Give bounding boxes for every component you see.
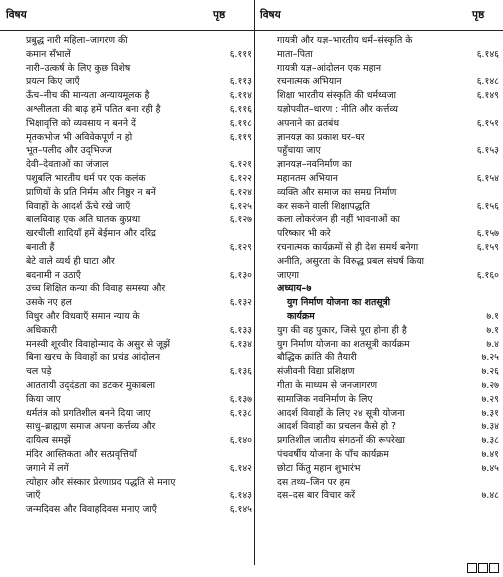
toc-entry-line: ऊँच–नीच की मान्यता अन्यायमूलक है	[26, 90, 150, 102]
right-page-heading: पृष्ठ	[472, 9, 485, 21]
toc-page-number: ६.१३३	[229, 324, 252, 336]
toc-entry-line: दायित्व समझें	[26, 435, 71, 447]
toc-entry	[26, 62, 252, 90]
toc-entry-line: दस–दस बार विचार करें	[277, 490, 356, 502]
toc-entry	[277, 393, 499, 407]
toc-entry-line: माता–पिता	[277, 48, 313, 60]
toc-page-number: ६.१२९	[229, 241, 252, 253]
toc-page-number: ६.१३८	[229, 407, 252, 419]
toc-entry	[277, 489, 499, 503]
toc-entry-line: संजीवनी विद्या प्रशिक्षण	[277, 366, 355, 378]
toc-entry-line: व्यक्ति और समाज का समग्र निर्माण	[277, 186, 397, 198]
toc-entry-line: उच्च शिक्षित कन्या की विवाह समस्या और	[26, 283, 166, 295]
toc-page-number: ७.३४	[481, 421, 499, 433]
end-mark-box	[467, 563, 477, 573]
toc-entry-line: नारी–उत्कर्ष के लिए कुछ विशेष	[26, 62, 131, 74]
toc-entry-line: बेटे वाले व्यर्थ ही घाटा और	[26, 255, 115, 267]
column-divider	[254, 0, 255, 565]
toc-entry-line: अश्लीलता की बाढ़ हमें पतित बना रही है	[26, 103, 161, 115]
toc-page-number: ७.४	[486, 338, 499, 350]
toc-entry-line: युग की वह पुकार, जिसे पूरा होना ही है	[277, 324, 407, 336]
toc-entry-line: जगाने में लगें	[26, 462, 69, 474]
toc-entry-line: कला लोकरंजन ही नहीं भावनाओं का	[277, 214, 400, 226]
toc-entry	[26, 338, 252, 352]
toc-entry	[277, 476, 499, 490]
toc-page-number: ७.४५	[481, 462, 499, 474]
toc-entry-line: उसके नए हल	[26, 297, 72, 309]
toc-entry	[277, 34, 499, 62]
toc-entry-line: कमान सँभालें	[26, 48, 71, 60]
toc-entry	[277, 186, 499, 214]
toc-page-number: ६.१५३	[476, 145, 499, 157]
header-rule	[0, 30, 503, 31]
toc-page-number: ६.१५४	[476, 172, 499, 184]
toc-entry-line: यज्ञोपवीत–धारण : नीति और कर्त्तव्य	[277, 103, 398, 115]
toc-page-number: ६.१३२	[229, 297, 252, 309]
toc-entry-line: बालविवाह एक अति घातक कुप्रथा	[26, 214, 141, 226]
toc-entry-line: गायत्री यज्ञ–आंदोलन एक महान	[277, 62, 382, 74]
toc-entry	[26, 131, 252, 145]
toc-page-number: ६.१४३	[229, 490, 252, 502]
toc-entry-line: भूत–पलीद और उद्‌भिज्ज	[26, 145, 112, 157]
toc-page-number: ६.१३४	[229, 338, 252, 350]
toc-entry	[277, 462, 499, 476]
toc-page-number: ६.१५७	[476, 228, 499, 240]
toc-entry	[26, 420, 252, 448]
toc-entry	[277, 158, 499, 186]
toc-page-number: ६.१२२	[229, 172, 252, 184]
right-toc-column	[277, 34, 499, 503]
toc-entry	[26, 310, 252, 338]
toc-page-number: ७.४८	[481, 490, 499, 502]
toc-page-number: ६.१५९	[476, 241, 499, 253]
toc-entry	[26, 227, 252, 255]
toc-entry-line: कर सकने वाली शिक्षापद्धति	[277, 200, 370, 212]
toc-entry-line: पशुबलि भारतीय धर्म पर एक कलंक	[26, 172, 146, 184]
toc-entry	[26, 172, 252, 186]
toc-entry	[277, 255, 499, 283]
toc-page-number: ६.११८	[229, 117, 252, 129]
toc-entry-line: सामाजिक नवनिर्माण के लिए	[277, 393, 373, 405]
toc-entry-line: परिष्कार भी करे	[277, 228, 331, 240]
toc-entry	[277, 379, 499, 393]
toc-entry-line: गीता के माध्यम से जनजागरण	[277, 379, 378, 391]
end-mark-box	[478, 563, 488, 573]
toc-entry-line: आदर्श विवाहों के लिए २४ सूत्री योजना	[277, 407, 405, 419]
toc-entry-line: भिक्षावृत्ति को व्यवसाय न बनने दें	[26, 117, 136, 129]
toc-entry-line: आततायी उद्‌दंडता का डटकर मुकाबला	[26, 379, 156, 391]
toc-page-number: ६.१५६	[476, 200, 499, 212]
toc-page-number: ७.३१	[481, 407, 499, 419]
toc-page-number: ६.१३७	[229, 393, 252, 405]
toc-entry-line: गायत्री और यज्ञ–भारतीय धर्म–संस्कृति के	[277, 35, 413, 46]
toc-entry-line: विधुर और विधवाएँ समान न्याय के	[26, 310, 140, 322]
toc-entry	[277, 448, 499, 462]
toc-entry	[277, 241, 499, 255]
toc-entry	[277, 407, 499, 421]
toc-entry	[26, 103, 252, 117]
toc-entry-line: रचनात्मक अभियान	[277, 76, 342, 88]
toc-entry	[26, 144, 252, 172]
toc-entry	[277, 338, 499, 352]
toc-entry-line: बिना खरच के विवाहों का प्रचंड आंदोलन	[26, 352, 160, 364]
toc-entry	[26, 186, 252, 200]
toc-entry-line: प्रबुद्ध नारी महिला–जागरण की	[26, 35, 128, 46]
toc-entry-line: युग निर्माण योजना का शतसूत्री कार्यक्रम	[277, 338, 410, 350]
toc-entry	[26, 213, 252, 227]
toc-entry-line: आदर्श विवाहों का प्रचलन कैसे हो ?	[277, 421, 396, 433]
toc-page-number: ६.११६	[229, 103, 252, 115]
toc-entry-line: अध्याय–७	[277, 283, 312, 295]
toc-entry	[26, 503, 252, 517]
toc-page-number: ६.१३०	[229, 269, 252, 281]
toc-entry-line: युग निर्माण योजना का शतसूत्री	[287, 297, 391, 309]
toc-entry-line: प्राणियों के प्रति निर्मम और निष्ठुर न बनें	[26, 186, 156, 198]
toc-entry-line: ज्ञानयज्ञ–नवनिर्माण का	[277, 159, 352, 171]
toc-page-number: ६.१२५	[229, 200, 252, 212]
toc-page-number: ६.१२४	[229, 186, 252, 198]
end-mark-box	[489, 563, 499, 573]
toc-page-number: ६.१३६	[229, 366, 252, 378]
toc-page-number: ६.१४२	[229, 462, 252, 474]
toc-page-number: ६.१४०	[229, 435, 252, 447]
toc-entry	[277, 103, 499, 117]
toc-page-number: ६.११४	[229, 90, 252, 102]
toc-entry	[277, 324, 499, 338]
toc-entry	[26, 89, 252, 103]
toc-entry-line: छोटा किंतु महान शुभारंभ	[277, 462, 361, 474]
toc-page-number: ६.१२७	[229, 214, 252, 226]
toc-entry	[277, 420, 499, 434]
toc-entry-line: जाएँ	[26, 490, 41, 502]
right-column-heading: विषय	[260, 9, 281, 21]
toc-entry-line: जाएगा	[277, 269, 300, 281]
toc-entry	[26, 407, 252, 421]
end-mark-boxes	[467, 563, 499, 573]
toc-page-number: ७.२५	[481, 352, 499, 364]
toc-page-number: ६.१४५	[229, 504, 252, 516]
toc-entry	[26, 117, 252, 131]
toc-entry	[26, 282, 252, 310]
toc-entry-line: साधु–ब्राह्मण समाज अपना कर्त्तव्य और	[26, 421, 156, 433]
toc-page-number: ७.२७	[481, 379, 499, 391]
toc-entry-line: विवाहों के आदर्श ऊँचे रखे जाएँ	[26, 200, 131, 212]
toc-page-number: ६.१२१	[229, 159, 252, 171]
toc-entry-line: अपनाने का व्रतबंध	[277, 117, 340, 129]
toc-page-number: ७.३८	[481, 435, 499, 447]
toc-entry	[277, 213, 499, 241]
toc-entry-line: अनीति, असुरता के विरुद्ध प्रबल संघर्ष किया	[277, 255, 425, 267]
toc-entry	[26, 200, 252, 214]
toc-entry-line: मनस्वी शूरवीर विवाहोन्माद के असुर से जूझें	[26, 338, 171, 350]
toc-page-number: ७.२६	[481, 366, 499, 378]
toc-entry	[26, 379, 252, 407]
chapter-heading	[277, 282, 499, 296]
toc-entry	[277, 296, 499, 324]
left-toc-column	[26, 34, 252, 517]
toc-entry-line: त्योहार और संस्कार प्रेरणाप्रद पद्धति से मनाए	[26, 476, 176, 488]
toc-entry	[26, 448, 252, 476]
toc-page-number: ६.११३	[229, 76, 252, 88]
toc-page-number: ६.१४९	[476, 90, 499, 102]
toc-entry	[26, 34, 252, 62]
left-column-heading: विषय	[6, 9, 27, 21]
toc-entry-line: प्रयत्न किए जाएँ	[26, 76, 80, 88]
toc-entry-line: खरचीली शादियाँ हमें बेईमान और दरिद्र	[26, 228, 156, 240]
toc-entry	[26, 476, 252, 504]
left-page-heading: पृष्ठ	[213, 9, 226, 21]
toc-entry-line: ज्ञानयज्ञ का प्रकाश घर–घर	[277, 131, 365, 143]
toc-entry	[277, 131, 499, 159]
toc-page-number: ७.४१	[481, 448, 499, 460]
toc-entry-line: अधिकारी	[26, 324, 57, 336]
toc-entry-line: किया जाए	[26, 393, 61, 405]
toc-entry	[277, 351, 499, 365]
toc-page-number: ६.१६०	[476, 269, 499, 281]
toc-entry-line: महानतम अभियान	[277, 172, 338, 184]
toc-entry-line: देवी–देवताओं का जंजाल	[26, 159, 109, 171]
toc-entry-line: रचनात्मक कार्यक्रमों से ही देश समर्थ बनेगा	[277, 241, 419, 253]
toc-page-number: ७.१	[486, 310, 499, 322]
toc-entry-line: धर्मतंत्र को प्रगतिशील बनने दिया जाए	[26, 407, 151, 419]
toc-entry	[277, 434, 499, 448]
toc-page-number: ७.२९	[481, 393, 499, 405]
toc-entry	[277, 117, 499, 131]
toc-entry-line: मृतकभोज भी अविवेकपूर्ण न हो	[26, 131, 133, 143]
toc-entry-line: कार्यक्रम	[287, 310, 315, 322]
toc-entry-line: शिक्षा भारतीय संस्कृति की धर्मध्वजा	[277, 90, 397, 102]
toc-entry-line: पंचवर्षीय योजना के पाँच कार्यक्रम	[277, 448, 389, 460]
toc-page-number: ६.१४६	[476, 48, 499, 60]
toc-entry-line: जन्मदिवस और विवाहदिवस मनाए जाएँ	[26, 504, 157, 516]
toc-entry-line: दस तथ्य–जिन पर हम	[277, 476, 351, 488]
toc-entry	[277, 365, 499, 379]
toc-entry	[26, 255, 252, 283]
toc-entry-line: मंदिर आस्तिकता और सत्प्रवृत्तियाँ	[26, 448, 137, 460]
toc-page-number: ६.१४८	[476, 76, 499, 88]
toc-page-number: ६.१५१	[476, 117, 499, 129]
toc-entry	[26, 351, 252, 379]
toc-entry-line: बौद्धिक क्रांति की तैयारी	[277, 352, 357, 364]
toc-entry-line: प्रगतिशील जातीय संगठनों की रूपरेखा	[277, 435, 405, 447]
toc-page-number: ६.१११	[229, 48, 252, 60]
toc-entry	[277, 62, 499, 90]
toc-entry	[277, 89, 499, 103]
toc-entry-line: चल पड़े	[26, 366, 52, 378]
toc-entry-line: पहुँचाया जाए	[277, 145, 321, 157]
toc-page-number: ६.११९	[229, 131, 252, 143]
toc-entry-line: बदनामी न उठाएँ	[26, 269, 81, 281]
toc-page-number: ७.१	[486, 324, 499, 336]
toc-entry-line: बनाती हैं	[26, 241, 55, 253]
